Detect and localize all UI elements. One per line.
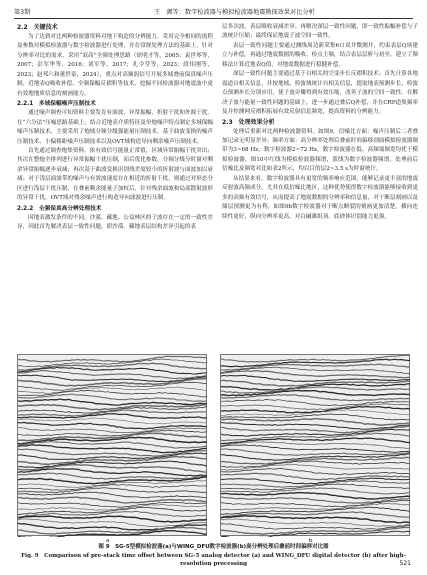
seismic-reflector <box>221 507 410 514</box>
seismic-reflector <box>18 371 207 379</box>
seismic-reflector <box>18 356 207 362</box>
paragraph: 通过噪声调查可知资料主要发育有面波、异常振幅，折射干扰和外源干扰。在“六分法”压噪思路基础上，结合近地表介质特征及单炮噪声特点制定多域保幅噪声压制技术，主要采用了炮域分频分级强能量压制技术、基于曲波变换的噪声压制技术、小偏移距噪声压制技术以及OVT域构造导向剩余噪声压制技术。 <box>17 110 213 145</box>
header-rule <box>14 18 413 19</box>
panel-label-a: a <box>106 538 110 544</box>
seismic-reflector <box>18 492 207 498</box>
paragraph: 从结果来看，数字检波器具有更宽的频率响应范围，能够记录更丰富的地震反射波高频成分。尤其在低信噪比地区，这种优势使得数字检波器能够接收到更多的高频有效信号，从而提高了地震数据的分辨率和信息量，对于断层刻画以及储层预测更为有利，如图9b数字检波器对于断点断裂的刻画更加清楚，横向连续性更好，纵向分辨率更高，对白碱滩组顶、底砂体识别能力更强。 <box>222 175 418 220</box>
figure-9 <box>17 354 410 544</box>
issue-number: 第3期 <box>14 9 31 16</box>
seismic-reflector <box>221 519 410 526</box>
subsection-heading-2-2-1: 2.2.1 多域保幅噪声压制技术 <box>17 101 96 108</box>
figure-caption-cn: 图 9 SG-5型模拟检波器(a)与WING_DFU数字检波器(b)高分辨处理后叠前时间偏移对比图 <box>98 544 329 550</box>
seismic-reflector <box>18 505 207 511</box>
paragraph: 为了达到对比两种检波器资料对地下构造的分辨能力，采用完全相同的流程及参数对模拟检波器与数字检波器进行处理，并在常规处理方法的基础上，针对分辨率对比的需求，采用“双高”全频处理思路（徐明才等，2005；袁世琴等，2007；彭军华等，2016；刘军等，2017；孔令莹等，2023；段伟刚等，2023；赵邦六和董世泰，2024），重点对高频弱信号开展多域叠前保真噪声压制、近地表Q吸收补偿、全频保幅反褶积等技术，挖掘不同检波器对地震波中更有效地地质信息的刻画能力。 <box>17 34 213 97</box>
right-column <box>222 23 418 222</box>
running-header <box>14 7 413 18</box>
paragraph: 因地表激发条件的不同，沙漠、藏地、公益林区的子波存在一定的一致性差异，因此首先解决表层一致性问题，即沙漠、藏地表层结构差异引起的表 <box>17 214 213 231</box>
paragraph: 处理后重新对比两种检波器资料，如图9，信噪比方面：噪声压制后二者叠加记录无明显差异；频率方面：高分辨率处理后叠前时间偏移剖面模拟检波器频带为3~68 Hz，数字检波器2~72 Hz，数字检波器在低、高频端频宽均优于模拟检波器，图10中红线为模拟检波器频谱，蓝线为数字检波器频谱。处理前后信噪比及频宽对比如表2所示，均以目的层2~3.5 s为时窗统计。 <box>222 128 418 173</box>
seismic-reflector <box>221 503 410 509</box>
seismic-reflector <box>18 391 207 397</box>
seismic-reflector <box>18 485 207 491</box>
seismic-reflector <box>221 465 410 471</box>
seismic-reflector <box>18 418 207 424</box>
seismic-reflector <box>221 399 410 405</box>
seismic-reflector <box>18 497 207 503</box>
section-heading-2-2: 2.2 关键技术 <box>17 24 58 31</box>
seismic-reflector <box>221 371 410 378</box>
paragraph: 层多次波，表层吸收衰减差异。再解决深层一致性问题，即一致性振幅补偿与子波统计压缩；最终保证地震子波空间一致性。 <box>222 24 418 40</box>
seismic-reflector <box>18 428 207 433</box>
figure-caption-en: Fig. 9 Comparison of pre-stack time offset between SG-5 analog detector (a) and WING_DFU digital detector (b) after high-resolution processing <box>21 553 406 567</box>
running-title: 王 颜等：数字检波器与模拟检波器地震勘探效果对比分析 <box>154 9 315 16</box>
seismic-reflector <box>221 524 410 529</box>
seismic-reflector <box>221 423 410 430</box>
page-number: 521 <box>399 560 411 567</box>
subsection-heading-2-2-2: 2.2.2 全频保真高分辨处理技术 <box>17 205 102 212</box>
seismic-reflector <box>18 473 207 479</box>
seismic-image-b <box>221 355 411 537</box>
seismic-reflector <box>18 527 207 534</box>
seismic-reflector <box>18 488 207 493</box>
seismic-reflector <box>18 465 207 472</box>
seismic-reflector <box>18 442 207 449</box>
seismic-reflector <box>18 523 207 530</box>
seismic-image-a <box>18 355 208 537</box>
paragraph: 表层一致性问题主要通过测线周边新采集6口双井微测井，约束表层Q场建立与补偿。再通过地震数据的吸收、检点主频，结合表层层析与初至，建立了频移法计算近地表Q值，对地震数据进行稳健补偿。 <box>222 42 418 68</box>
seismic-reflector <box>18 449 207 456</box>
seismic-reflector <box>221 426 410 433</box>
left-column <box>17 23 213 233</box>
seismic-reflector <box>221 355 410 362</box>
seismic-section-digital <box>220 354 410 544</box>
seismic-reflector <box>18 502 207 507</box>
section-heading-2-3: 2.3 处理效果分析 <box>222 118 275 126</box>
paragraph: 首先通过调查炮集资料，依有效信号能量正常值，区域异常振幅干扰突出；其次在整炮全排列进行异常振幅干扰压制，而后优化参数，分频分级分时窗对剩余异常振幅逐步衰减；再次基于曲波变换识别残差度较小的折射波与面波加以衰减；对于浅层面波带的噪声与有效波速度存在相近的折射干扰，则通过对形态分区进行浅层干扰压制，在叠前剩余能量子加权后，针对残余面波和局部散射波形的异常干扰，OVT域对残余噪声进行构造导向滤波进行压制。 <box>17 147 213 202</box>
seismic-reflector <box>221 364 410 370</box>
seismic-reflector <box>18 469 207 476</box>
seismic-reflector <box>221 387 410 393</box>
seismic-reflector <box>18 516 207 522</box>
panel-label-b: b <box>309 538 313 544</box>
seismic-reflector <box>18 410 207 416</box>
seismic-section-analog <box>17 354 207 544</box>
seismic-reflector <box>221 531 410 537</box>
paragraph: 深层一致性问题主要通过基于自相关的空变步长反褶积技术；首先计算各地震道自相关信息，并按地域、检波域统计自相关信息，提取地表预测步长，检波点预测步长分别应用，使子波旁瓣得到有效压缩，改善子波的空间一致性。在解决子波与能量一致性问题的基础上，进一步通过叠后Q补偿，并在CRP道集频率及并控测网反褶积拓展有效反射信息频宽，提高资料的分辨能力。 <box>222 71 418 116</box>
seismic-reflector <box>18 507 207 514</box>
seismic-reflector <box>221 516 410 523</box>
